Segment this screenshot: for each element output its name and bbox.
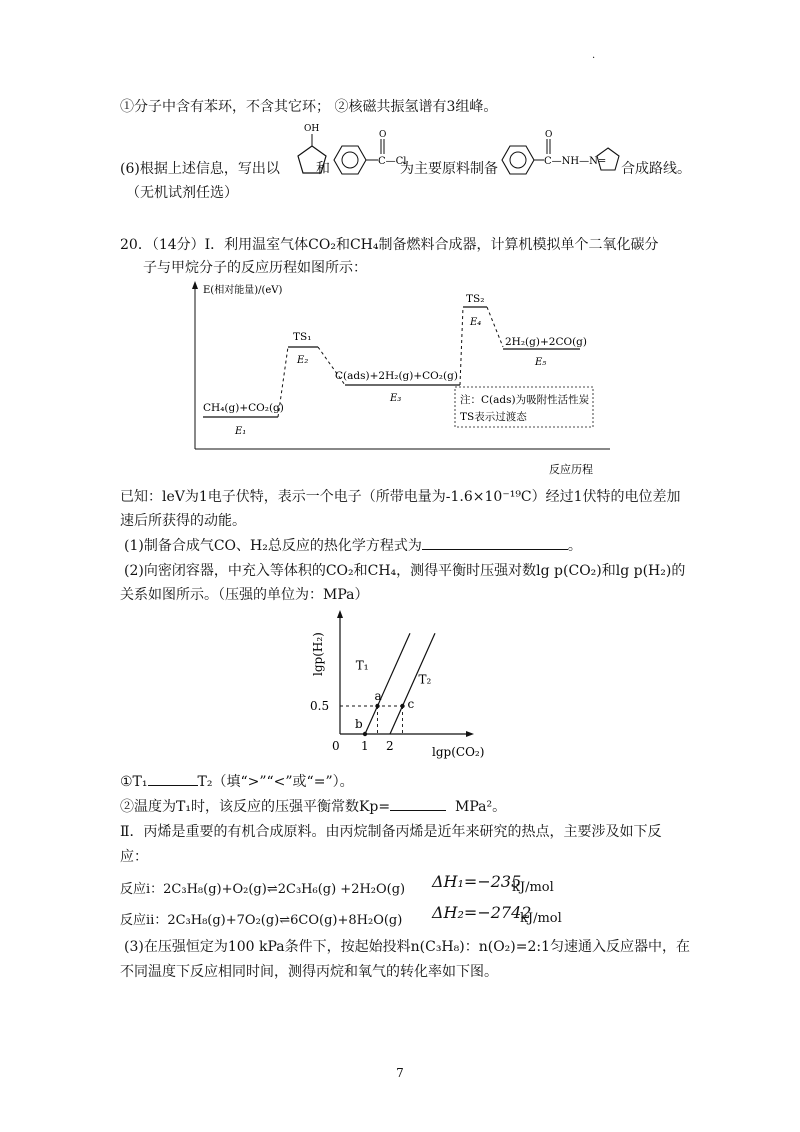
reaction-2-dh: ΔH₂=−2742 — [432, 903, 532, 922]
sub-q2-unit: MPa²。 — [455, 799, 507, 815]
q6-note: （无机试剂任选） — [126, 185, 238, 201]
x-tick-label: 0 — [332, 739, 340, 753]
q3-line2: 不同温度下反应相同时间，测得丙烷和氧气的转化率如下图。 — [120, 964, 498, 980]
q1-end: 。 — [567, 538, 582, 554]
point-label: c — [407, 697, 415, 711]
energy-1: E₂ — [297, 355, 309, 366]
reaction-2 — [120, 903, 680, 929]
page-number: 7 — [396, 1066, 404, 1080]
part2-line2: 应： — [120, 849, 148, 865]
data-point — [375, 704, 379, 708]
q20-header2: 子与甲烷分子的反应历程如图所示： — [143, 260, 367, 276]
header-dot: . — [592, 50, 596, 61]
question-1 — [124, 536, 730, 556]
energy-y-label: E(相对能量)/(eV) — [203, 285, 283, 296]
species-4: 2H₂(g)+2CO(g) — [505, 336, 587, 348]
oh-label: OH — [304, 124, 320, 134]
point-label: a — [374, 689, 382, 703]
x-tick-label: 1 — [361, 739, 369, 753]
energy-2: E₃ — [390, 393, 402, 404]
series-line — [365, 633, 410, 734]
q6-prefix: (6)根据上述信息，写出以 — [120, 161, 280, 177]
q6-row — [120, 120, 740, 182]
point-label: b — [355, 717, 363, 731]
sub-question-2 — [120, 797, 730, 817]
q6-suffix: 合成路线。 — [621, 161, 691, 177]
product-structure — [498, 128, 624, 180]
q6-mid2: 为主要原料制备 — [400, 161, 498, 177]
reaction-1 — [120, 872, 680, 898]
q20-header: 20．（14分）Ⅰ．利用温室气体CO₂和CH₄制备燃料合成器，计算机模拟单个二氧化碳分 — [120, 237, 659, 253]
q6-mid1: 和 — [316, 161, 330, 177]
q3-line1: (3)在压强恒定为100 kPa条件下，按起始投料n(C₃H₈)：n(O₂)=2:1匀速通入反应器中，在 — [124, 939, 691, 955]
species-0: CH₄(g)+CO₂(g) — [203, 402, 284, 414]
o-label: O — [379, 130, 387, 140]
known-line2: 速后所获得的动能。 — [120, 513, 246, 529]
o-label-2: O — [545, 130, 553, 140]
q2-line2: 关系如图所示。（压强的单位为：MPa） — [120, 587, 369, 603]
y-tick-label: 0.5 — [310, 699, 330, 713]
lgp-chart — [300, 606, 510, 766]
note-line1: 注：C(ads)为吸附性活性炭 — [460, 394, 590, 406]
species-2: C(ads)+2H₂(g)+CO₂(g) — [335, 370, 458, 382]
q1-blank[interactable] — [422, 549, 568, 550]
energy-0: E₁ — [235, 426, 247, 437]
species-1: TS₁ — [293, 331, 312, 343]
energy-3: E₄ — [470, 317, 482, 328]
reaction-1-label: 反应ⅰ：2C₃H₈(g)+O₂(g)⇌2C₃H₆(g) +2H₂O(g) — [120, 882, 406, 897]
sub-q1-blank[interactable] — [148, 785, 198, 786]
sub-q1-pre: ①T₁ — [120, 774, 148, 790]
y-axis-arrow — [337, 610, 343, 618]
series-label: T₂ — [418, 672, 432, 687]
energy-x-label: 反应历程 — [549, 463, 593, 476]
energy-diagram — [185, 277, 615, 477]
sub-q1-mid: T₂（填“>”“<”或“=”）。 — [197, 774, 354, 790]
reaction-1-unit: kJ/mol — [512, 880, 554, 895]
x-axis-arrow — [466, 731, 474, 737]
condition-line: ①分子中含有苯环，不含其它环； ②核磁共振氢谱有3组峰。 — [120, 99, 498, 115]
sub-q2-pre: ②温度为T₁时，该反应的压强平衡常数Kp= — [120, 799, 391, 815]
x-tick-label: 2 — [386, 739, 394, 753]
data-point — [363, 732, 367, 736]
data-point — [400, 704, 404, 708]
energy-4: E₅ — [535, 357, 547, 368]
y-axis-label: lgp(H₂) — [311, 632, 325, 676]
sub-q2-blank[interactable] — [390, 810, 446, 811]
series-label: T₁ — [355, 658, 369, 673]
sub-question-1 — [120, 772, 730, 792]
q1-text: (1)制备合成气CO、H₂总反应的热化学方程式为 — [124, 538, 422, 554]
x-axis-label: lgp(CO₂) — [432, 745, 485, 759]
reaction-2-unit: kJ/mol — [520, 911, 562, 926]
ccl-label: C—Cl — [378, 156, 407, 167]
reaction-1-dh: ΔH₁=−235 — [432, 872, 522, 891]
note-line2: TS表示过渡态 — [460, 411, 527, 423]
nh-label: C—NH—N= — [544, 156, 607, 167]
part2-line1: Ⅱ．丙烯是重要的有机合成原料。由丙烷制备丙烯是近年来研究的热点，主要涉及如下反 — [120, 824, 662, 840]
reaction-2-label: 反应ⅱ：2C₃H₈(g)+7O₂(g)⇌6CO(g)+8H₂O(g) — [120, 913, 403, 928]
species-3: TS₂ — [466, 293, 485, 305]
known-line1: 已知：leV为1电子伏特，表示一个电子（所带电量为-1.6×10⁻¹⁹C）经过1伏特的电位差加 — [120, 489, 681, 505]
q2-line1: (2)向密闭容器，中充入等体积的CO₂和CH₄，测得平衡时压强对数lg p(CO₂)和lg p(H₂)的 — [124, 563, 686, 579]
